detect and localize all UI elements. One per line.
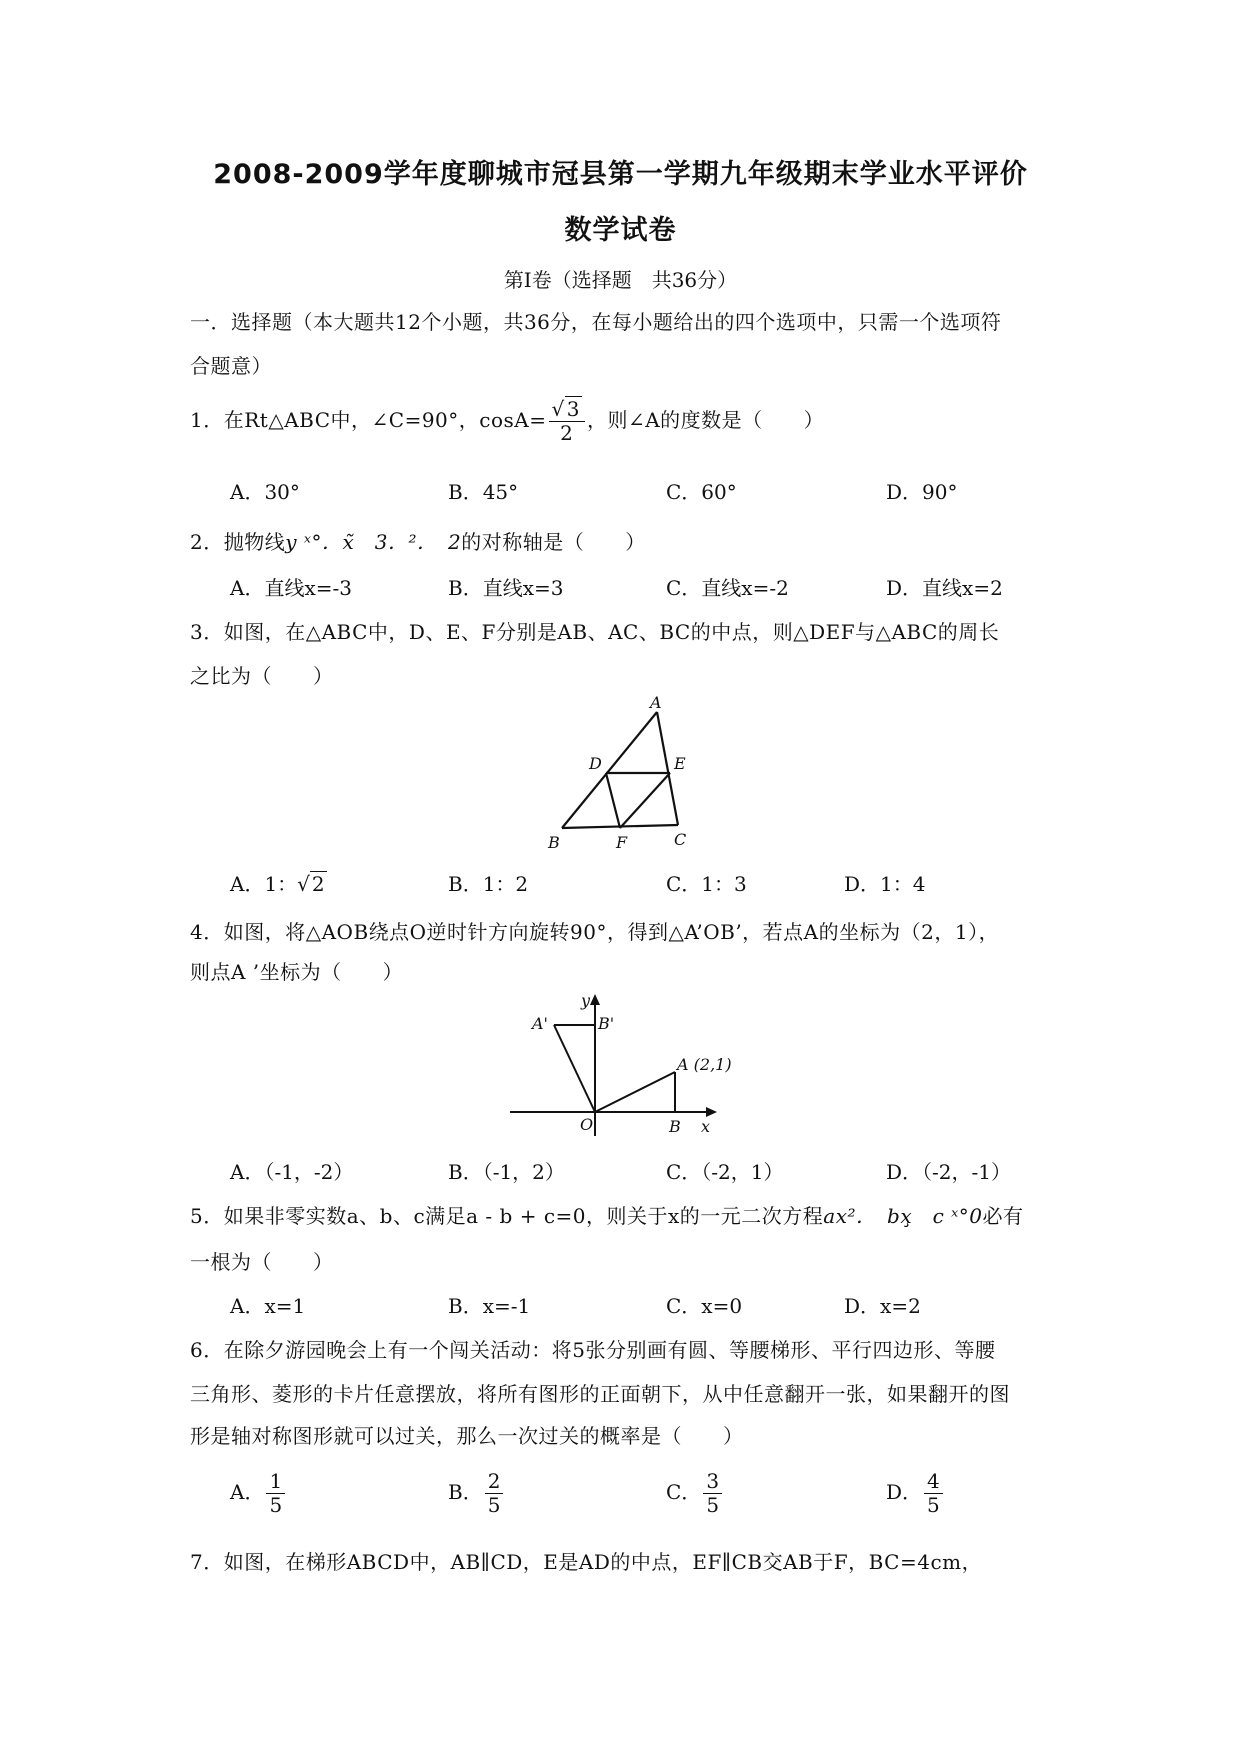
q4-option-c[interactable]: C．（-2，1） <box>666 1160 784 1184</box>
q5-suffix: 必有 <box>982 1204 1024 1228</box>
q3-sqrt: √ 2 <box>297 872 325 896</box>
q4-label-x: x <box>701 1117 711 1136</box>
q3-label-e: E <box>674 754 686 773</box>
q2-option-a[interactable]: A．直线x=-3 <box>230 576 352 600</box>
q2-option-b[interactable]: B．直线x=3 <box>448 576 564 600</box>
q4-option-b[interactable]: B．（-1，2） <box>448 1160 565 1184</box>
question-5-line2: 一根为（ ） <box>190 1250 334 1274</box>
q3-option-b[interactable]: B．1：2 <box>448 872 529 896</box>
q3-label-a: A <box>650 695 662 712</box>
q1-option-d[interactable]: D．90° <box>886 480 958 504</box>
q6-option-a[interactable]: A． $\frac{1}{5}$ <box>230 1470 287 1517</box>
q3-label-c: C <box>674 830 687 849</box>
q4-label-b: B <box>669 1117 681 1136</box>
question-6-line1: 6．在除夕游园晚会上有一个闯关活动：将5张分别画有圆、等腰梯形、平行四边形、等腰 <box>190 1338 996 1362</box>
q5-prefix: 5．如果非零实数a、b、c满足a - b + c=0，则关于x的一元二次方程 <box>190 1204 824 1228</box>
q3-edge-ef <box>620 773 670 828</box>
q1-option-a[interactable]: A．30° <box>230 480 300 504</box>
q1-sqrt: √ 3 <box>551 397 580 421</box>
question-4-line2: 则点A ’坐标为（ ） <box>190 960 404 984</box>
q1-options <box>230 476 1130 506</box>
q4-label-y: y <box>581 991 591 1010</box>
q4-segment-oa <box>595 1072 675 1112</box>
question-7-line1: 7．如图，在梯形ABCD中，AB∥CD，E是AD的中点，EF∥CB交AB于F，BC=4cm， <box>190 1550 983 1574</box>
section-intro-line1: 一．选择题（本大题共12个小题，共36分，在每小题给出的四个选项中，只需一个选项符 <box>190 310 1002 334</box>
q2-suffix: 的对称轴是（ ） <box>461 530 646 554</box>
q3-edge-ab <box>562 712 657 828</box>
q4-label-a-prime: A' <box>532 1014 548 1033</box>
q5-options <box>230 1290 1130 1320</box>
section-intro-line2: 合题意） <box>190 354 272 378</box>
q4-segment-oa-prime <box>554 1025 595 1112</box>
question-3-line2: 之比为（ ） <box>190 664 334 688</box>
q5-option-d[interactable]: D．x=2 <box>844 1294 921 1318</box>
q5-option-c[interactable]: C．x=0 <box>666 1294 743 1318</box>
question-6-line3: 形是轴对称图形就可以过关，那么一次过关的概率是（ ） <box>190 1424 744 1448</box>
q4-option-a[interactable]: A．（-1，-2） <box>230 1160 354 1184</box>
q2-option-d[interactable]: D．直线x=2 <box>886 576 1003 600</box>
question-3-line1: 3．如图，在△ABC中，D、E、F分别是AB、AC、BC的中点，则△DEF与△ABC的周长 <box>190 620 1000 644</box>
exam-subtitle: 数学试卷 <box>564 215 677 246</box>
q6-options <box>230 1470 1130 1534</box>
q1-option-c[interactable]: C．60° <box>666 480 737 504</box>
q5-option-b[interactable]: B．x=-1 <box>448 1294 531 1318</box>
q3-options <box>230 868 1130 898</box>
q2-formula: y ˣ°．x̃ 3．²． 2 <box>285 530 462 554</box>
question-6-line2: 三角形、菱形的卡片任意摆放，将所有图形的正面朝下，从中任意翻开一张，如果翻开的图 <box>190 1382 1010 1406</box>
q4-y-arrow <box>590 994 600 1005</box>
q3-label-b: B <box>548 833 560 852</box>
q6-option-b[interactable]: B． $\frac{2}{5}$ <box>448 1470 505 1517</box>
exam-title: 2008-2009学年度聊城市冠县第一学期九年级期末学业水平评价 <box>213 159 1028 190</box>
question-2 <box>190 526 646 555</box>
q3-label-f: F <box>616 833 628 852</box>
q4-x-arrow <box>706 1107 717 1117</box>
q3-option-a[interactable]: A．1：√ 2 <box>230 872 325 896</box>
q1-prefix: 1．在Rt△ABC中，∠C=90°，cosA= <box>190 408 547 432</box>
question-4-line1: 4．如图，将△AOB绕点O逆时针方向旋转90°，得到△A’OB’，若点A的坐标为（2，1）， <box>190 920 1000 944</box>
question-1 <box>190 398 824 445</box>
q4-coordinate-figure <box>505 990 735 1140</box>
q2-prefix: 2．抛物线 <box>190 530 286 554</box>
q4-label-o: O <box>580 1115 594 1134</box>
q3-label-d: D <box>589 754 602 773</box>
q6-option-c[interactable]: C． $\frac{3}{5}$ <box>666 1470 724 1517</box>
q3-edge-df <box>606 773 620 828</box>
q3-option-c[interactable]: C．1：3 <box>666 872 747 896</box>
question-5-line1 <box>190 1200 1023 1229</box>
section-heading: 第Ⅰ卷（选择题 共36分） <box>503 268 738 292</box>
q1-fraction: $\frac{√ 3}{2}$ <box>549 398 585 445</box>
q2-options <box>230 572 1130 602</box>
q4-option-d[interactable]: D．（-2，-1） <box>886 1160 1011 1184</box>
q5-formula: ax²． bx̧ c ˣ°0 <box>823 1204 983 1228</box>
q1-suffix: ，则∠A的度数是（ ） <box>586 408 825 432</box>
q6-option-d[interactable]: D． $\frac{4}{5}$ <box>886 1470 945 1517</box>
q5-option-a[interactable]: A．x=1 <box>230 1294 306 1318</box>
q2-option-c[interactable]: C．直线x=-2 <box>666 576 789 600</box>
q4-label-b-prime: B' <box>598 1014 615 1033</box>
q3-triangle-figure <box>540 695 710 855</box>
q1-option-b[interactable]: B．45° <box>448 480 519 504</box>
q4-label-a: A (2,1) <box>677 1055 732 1074</box>
q3-option-d[interactable]: D．1：4 <box>844 872 926 896</box>
q4-options <box>230 1156 1130 1186</box>
